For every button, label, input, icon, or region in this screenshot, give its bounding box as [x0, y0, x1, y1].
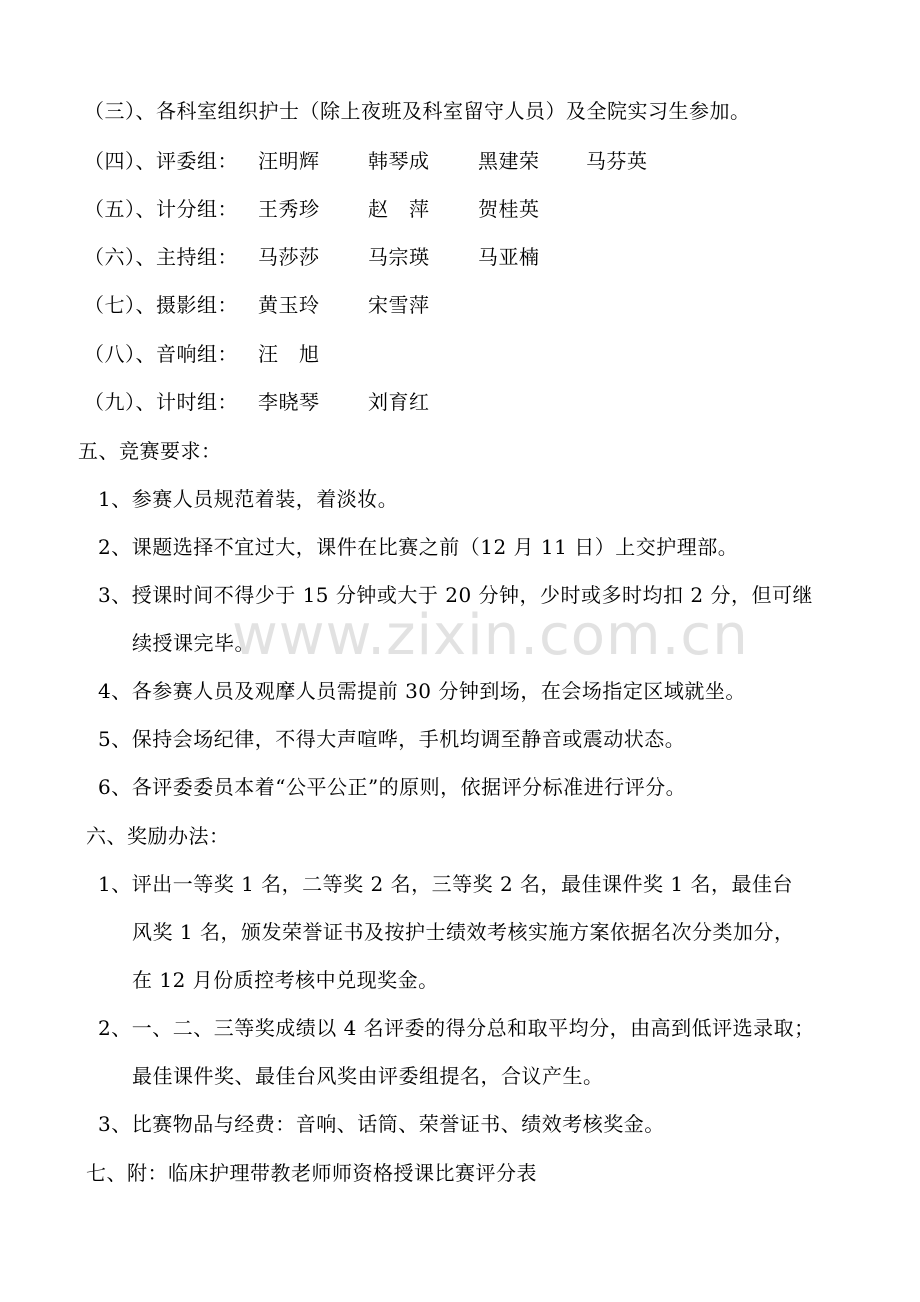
section-7-line: 七、附：临床护理带教老师师资格授课比赛评分表: [86, 1161, 537, 1185]
section-6-heading: 六、奖励办法：: [86, 824, 230, 848]
group-8-label: （八）、音响组：: [84, 342, 238, 366]
section-6-item-1-cont-1: 风奖 1 名，颁发荣誉证书及按护士绩效考核实施方案依据名次分类加分，: [132, 920, 795, 944]
section-5-item-5: 5、保持会场纪律，不得大声喧哗，手机均调至静音或震动状态。: [98, 727, 686, 751]
section-5-item-3: 3、授课时间不得少于 15 分钟或大于 20 分钟，少时或多时均扣 2 分，但可继: [98, 583, 813, 607]
section-6-item-1: 1、评出一等奖 1 名，二等奖 2 名，三等奖 2 名，最佳课件奖 1 名，最佳台: [98, 872, 793, 896]
group-4-name-2: 韩琴成: [368, 149, 430, 173]
group-8-name-1: 汪 旭: [258, 342, 320, 366]
watermark: www.zixin.com.cn: [232, 603, 749, 668]
group-4-name-4: 马芬英: [586, 149, 648, 173]
group-5-name-1: 王秀珍: [258, 197, 320, 221]
group-7-label: （七）、摄影组：: [84, 293, 238, 317]
group-7-name-1: 黄玉玲: [258, 293, 320, 317]
section-5-heading: 五、竞赛要求：: [78, 439, 222, 463]
section-6-item-2-cont: 最佳课件奖、最佳台风奖由评委组提名，合议产生。: [132, 1064, 604, 1088]
group-4-name-1: 汪明辉: [258, 149, 320, 173]
section-5-item-6: 6、各评委委员本着“公平公正”的原则，依据评分标准进行评分。: [98, 775, 687, 799]
section-5-item-4: 4、各参赛人员及观摩人员需提前 30 分钟到场，在会场指定区域就坐。: [98, 679, 746, 703]
group-6-name-2: 马宗瑛: [368, 245, 430, 269]
group-3-line: （三）、各科室组织护士（除上夜班及科室留守人员）及全院实习生参加。: [84, 99, 751, 123]
group-6-name-3: 马亚楠: [478, 245, 540, 269]
group-4-name-3: 黑建荣: [478, 149, 540, 173]
group-6-label: （六）、主持组：: [84, 245, 238, 269]
group-6-name-1: 马莎莎: [258, 245, 320, 269]
section-5-item-3-cont: 续授课完毕。: [132, 631, 255, 655]
section-5-item-1: 1、参赛人员规范着装，着淡妆。: [98, 487, 399, 511]
section-5-item-2: 2、课题选择不宜过大，课件在比赛之前（12 月 11 日）上交护理部。: [98, 535, 739, 559]
group-7-name-2: 宋雪萍: [368, 293, 430, 317]
group-5-name-2: 赵 萍: [368, 197, 430, 221]
group-5-label: （五）、计分组：: [84, 197, 238, 221]
group-9-label: （九）、计时组：: [84, 390, 238, 414]
group-5-name-3: 贺桂英: [478, 197, 540, 221]
group-9-name-2: 刘育红: [368, 390, 430, 414]
section-6-item-3: 3、比赛物品与经费：音响、话筒、荣誉证书、绩效考核奖金。: [98, 1112, 665, 1136]
group-9-name-1: 李晓琴: [258, 390, 320, 414]
group-4-label: （四）、评委组：: [84, 149, 238, 173]
section-6-item-2: 2、一、二、三等奖成绩以 4 名评委的得分总和取平均分，由高到低评选录取；: [98, 1016, 815, 1040]
section-6-item-1-cont-2: 在 12 月份质控考核中兑现奖金。: [132, 968, 439, 992]
